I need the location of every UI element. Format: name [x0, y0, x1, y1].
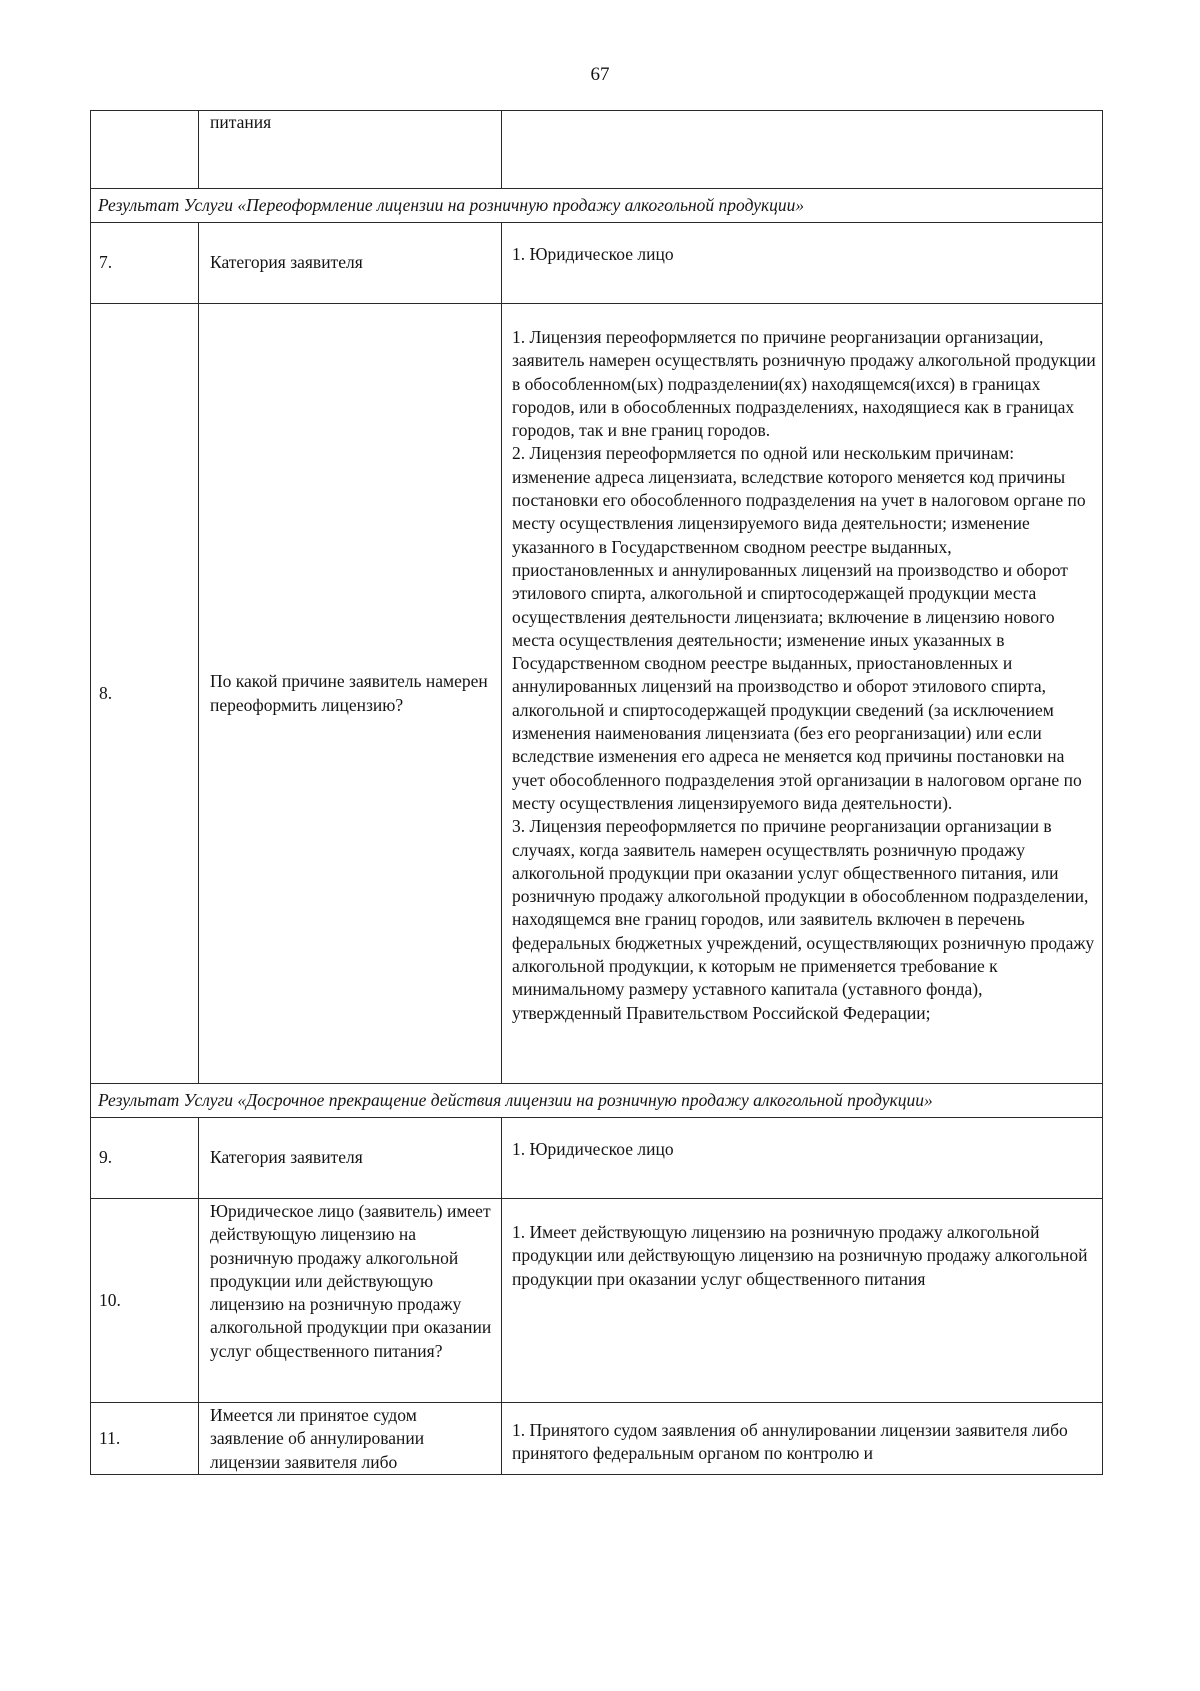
row-number-10: 10.	[91, 1199, 199, 1403]
row-number-11: 11.	[91, 1403, 199, 1475]
table-row-continued	[91, 111, 1103, 189]
row-number-cell	[91, 111, 199, 189]
question-8: По какой причине заявитель намерен переоформить лицензию?	[199, 304, 502, 1084]
section-row-reissue	[91, 189, 1103, 223]
section-title-termination: Результат Услуги «Досрочное прекращение действия лицензии на розничную продажу алкогольной продукции»	[91, 1084, 1103, 1118]
section-row-termination	[91, 1084, 1103, 1118]
table-row-10	[91, 1199, 1103, 1403]
answer-8-option-3: 3. Лицензия переоформляется по причине реорганизации организации в случаях, когда заявитель намерен осуществлять розничную продажу алкогольной продукции при оказании услуг общественного питания, или розничную продажу алкогольной продукции в обособленном подразделении, находящемся вне границ городов, или заявитель включен в перечень федеральных бюджетных учреждений, осуществляющих розничную продажу алкогольной продукции, к которым не применяется требование к минимальному размеру уставного капитала (уставного фонда), утвержденный Правительством Российской Федерации;	[512, 816, 1095, 1023]
services-table	[90, 110, 1103, 1475]
answer-8	[502, 304, 1103, 1084]
question-9: Категория заявителя	[199, 1118, 502, 1199]
answer-cell	[502, 111, 1103, 189]
table-row-7	[91, 223, 1103, 304]
answer-8-option-1: 1. Лицензия переоформляется по причине реорганизации организации, заявитель намерен осуществлять розничную продажу алкогольной продукции в обособленном(ых) подразделении(ях) находящемся(ихся) в границах городов, или в обособленных подразделениях, находящиеся как в границах городов, так и вне границ городов.	[512, 327, 1096, 441]
section-title-reissue: Результат Услуги «Переоформление лицензии на розничную продажу алкогольной продукции»	[91, 189, 1103, 223]
row-number-8: 8.	[91, 304, 199, 1084]
question-cell: питания	[199, 111, 502, 189]
question-11: Имеется ли принятое судом заявление об аннулировании лицензии заявителя либо	[199, 1403, 502, 1475]
answer-9: 1. Юридическое лицо	[502, 1118, 1103, 1199]
answer-7: 1. Юридическое лицо	[502, 223, 1103, 304]
table-row-8	[91, 304, 1103, 1084]
table-row-9	[91, 1118, 1103, 1199]
answer-11: 1. Принятого судом заявления об аннулировании лицензии заявителя либо принятого федеральным органом по контролю и	[502, 1403, 1103, 1475]
page-number: 67	[590, 64, 610, 85]
row-number-9: 9.	[91, 1118, 199, 1199]
answer-8-option-2: 2. Лицензия переоформляется по одной или нескольким причинам: изменение адреса лицензиата, вследствие которого меняется код причины постановки его обособленного подразделения на учет в налоговом органе по месту осуществления лицензируемого вида деятельности; изменение указанного в Государственном сводном реестре выданных, приостановленных и аннулированных лицензий на производство и оборот этилового спирта, алкогольной и спиртосодержащей продукции места осуществления деятельности лицензиата; включение в лицензию нового места осуществления деятельности; изменение иных указанных в Государственном сводном реестре выданных, приостановленных и аннулированных лицензий на производство и оборот этилового спирта, алкогольной и спиртосодержащей продукции сведений (за исключением изменения наименования лицензиата (без его реорганизации) или если вследствие изменения его адреса не меняется код причины постановки на учет обособленного подразделения этой организации в налоговом органе по месту осуществления лицензируемого вида деятельности).	[512, 443, 1086, 813]
answer-10: 1. Имеет действующую лицензию на розничную продажу алкогольной продукции или действующую лицензию на розничную продажу алкогольной продукции при оказании услуг общественного питания	[502, 1199, 1103, 1403]
question-10: Юридическое лицо (заявитель) имеет действующую лицензию на розничную продажу алкогольной продукции или действующую лицензию на розничную продажу алкогольной продукции при оказании услуг общественного питания?	[199, 1199, 502, 1403]
table-row-11	[91, 1403, 1103, 1475]
question-7: Категория заявителя	[199, 223, 502, 304]
row-number-7: 7.	[91, 223, 199, 304]
